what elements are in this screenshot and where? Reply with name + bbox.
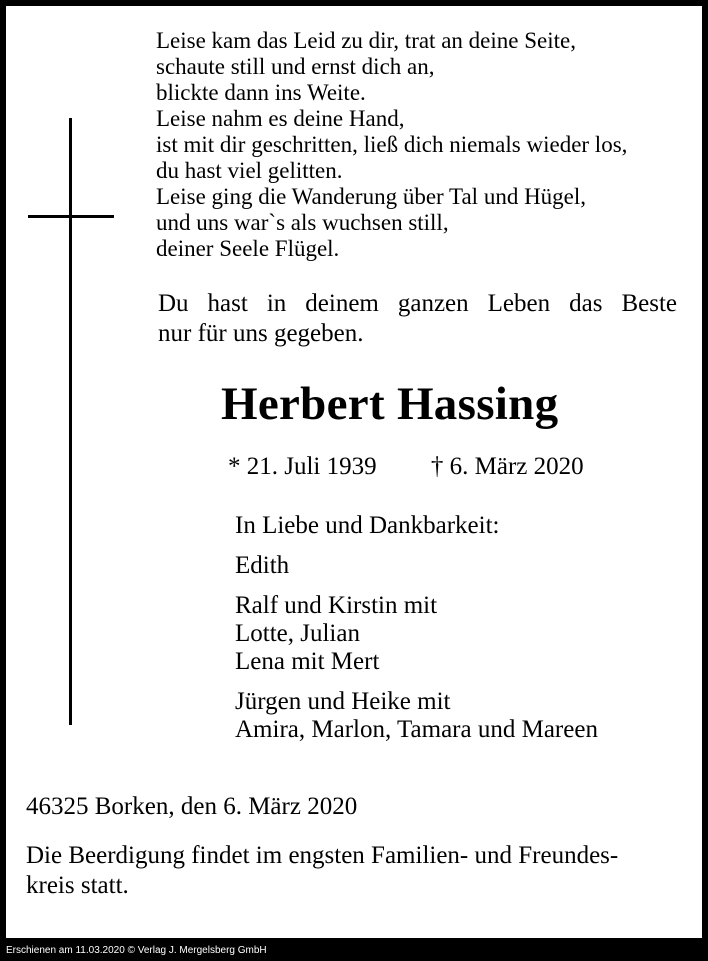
mourners-group — [235, 552, 598, 580]
poem-line: und uns war`s als wuchsen still, — [156, 210, 449, 235]
mourner-line: Amira, Marlon, Tamara und Mareen — [235, 716, 598, 743]
obituary-card — [6, 6, 702, 938]
funeral-notice — [26, 841, 618, 901]
deceased-name: Herbert Hassing — [221, 378, 559, 430]
mourner-line: Jürgen und Heike mit — [235, 688, 451, 715]
poem-line: Leise kam das Leid zu dir, trat an deine Seite, — [156, 28, 576, 53]
mourner-line: Ralf und Kirstin mit — [235, 592, 438, 619]
place-and-date: 46325 Borken, den 6. März 2020 — [26, 793, 358, 820]
life-dates — [228, 452, 584, 482]
mourner-line: Edith — [235, 552, 290, 579]
mourners-group — [235, 512, 598, 540]
poem-line: blickte dann ins Weite. — [156, 80, 366, 105]
poem-line: deiner Seele Flügel. — [156, 236, 340, 261]
mourner-line: Lotte, Julian — [235, 620, 360, 647]
mourners-intro: In Liebe und Dankbarkeit: — [235, 512, 500, 539]
poem-line: Leise nahm es deine Hand, — [156, 106, 405, 131]
poem-line: ist mit dir geschritten, ließ dich niemals wieder los, — [156, 132, 628, 157]
poem-line: schaute still und ernst dich an, — [156, 54, 435, 79]
funeral-line: kreis statt. — [26, 872, 129, 899]
cross-icon-vertical-bar — [69, 118, 72, 725]
mourners-group — [235, 688, 598, 744]
mourners-group — [235, 592, 598, 676]
cross-icon-horizontal-bar — [28, 215, 114, 218]
poem — [156, 28, 627, 262]
quote — [158, 289, 677, 349]
mourner-line: Lena mit Mert — [235, 648, 380, 675]
birth-date: * 21. Juli 1939 — [228, 453, 377, 480]
quote-line: nur für uns gegeben. — [158, 320, 364, 347]
poem-line: Leise ging die Wanderung über Tal und Hügel, — [156, 184, 587, 209]
publication-footer: Erschienen am 11.03.2020 © Verlag J. Mergelsberg GmbH — [6, 945, 267, 956]
funeral-line: Die Beerdigung findet im engsten Familien- und Freundes- — [26, 842, 619, 869]
death-date: † 6. März 2020 — [430, 453, 584, 480]
quote-line: Du hast in deinem ganzen Leben das Beste — [158, 290, 677, 317]
mourners — [235, 512, 598, 756]
poem-line: du hast viel gelitten. — [156, 158, 343, 183]
